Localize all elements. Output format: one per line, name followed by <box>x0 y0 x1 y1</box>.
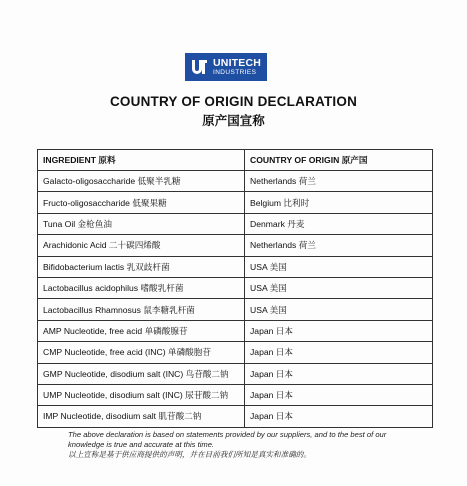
country-cell: Japan 日本 <box>245 363 433 384</box>
company-logo <box>185 53 267 81</box>
ingredient-cell: Fructo-oligosaccharide 低聚果糖 <box>38 192 245 213</box>
declaration-footer <box>68 430 408 460</box>
country-cell: Japan 日本 <box>245 406 433 427</box>
table-row <box>38 192 433 213</box>
ingredient-cell: Galacto-oligosaccharide 低聚半乳糖 <box>38 171 245 192</box>
ingredient-cell: IMP Nucleotide, disodium salt 肌苷酸二钠 <box>38 406 245 427</box>
country-cell: Japan 日本 <box>245 320 433 341</box>
table-row <box>38 235 433 256</box>
country-cell: Japan 日本 <box>245 384 433 405</box>
ingredient-cell: Lactobacillus Rhamnosus 鼠李糖乳杆菌 <box>38 299 245 320</box>
ingredient-cell: Tuna Oil 金枪鱼油 <box>38 213 245 234</box>
table-row <box>38 277 433 298</box>
country-cell: Netherlands 荷兰 <box>245 171 433 192</box>
table-row <box>38 406 433 427</box>
table-row <box>38 320 433 341</box>
ingredient-cell: GMP Nucleotide, disodium salt (INC) 鸟苷酸二钠 <box>38 363 245 384</box>
ingredient-cell: AMP Nucleotide, free acid 单磷酸腺苷 <box>38 320 245 341</box>
footer-text-english: The above declaration is based on statements provided by our suppliers, and to the best of our knowledge is true and accurate at this time. <box>68 430 387 449</box>
table-header-row <box>38 150 433 171</box>
page-title-chinese: 原产国宣称 <box>202 114 265 128</box>
country-cell: Denmark 丹麦 <box>245 213 433 234</box>
table-row <box>38 363 433 384</box>
footer-text-chinese: 以上宣称是基于供应商提供的声明，并在目前我们所知是真实和准确的。 <box>68 449 311 459</box>
table-row <box>38 213 433 234</box>
country-cell: USA 美国 <box>245 256 433 277</box>
header-ingredient: INGREDIENT 原料 <box>38 150 245 171</box>
country-cell: Netherlands 荷兰 <box>245 235 433 256</box>
unitech-logo-icon <box>189 57 209 77</box>
table-row <box>38 342 433 363</box>
logo-subtitle: INDUSTRIES <box>213 68 257 76</box>
origin-table <box>37 149 433 428</box>
table-row <box>38 256 433 277</box>
ingredient-cell: UMP Nucleotide, disodium salt (INC) 尿苷酸二钠 <box>38 384 245 405</box>
ingredient-cell: Arachidonic Acid 二十碳四烯酸 <box>38 235 245 256</box>
country-cell: USA 美国 <box>245 277 433 298</box>
ingredient-cell: CMP Nucleotide, free acid (INC) 单磷酸胞苷 <box>38 342 245 363</box>
page-title: COUNTRY OF ORIGIN DECLARATION <box>109 94 358 109</box>
table-row <box>38 171 433 192</box>
ingredient-cell: Bifidobacterium lactis 乳双歧杆菌 <box>38 256 245 277</box>
logo-name: UNITECH <box>213 57 262 69</box>
country-cell: USA 美国 <box>245 299 433 320</box>
country-cell: Japan 日本 <box>245 342 433 363</box>
table-row <box>38 384 433 405</box>
table-row <box>38 299 433 320</box>
country-cell: Belgium 比利时 <box>245 192 433 213</box>
header-country: COUNTRY OF ORIGIN 原产国 <box>245 150 433 171</box>
ingredient-cell: Lactobacillus acidophilus 嗜酸乳杆菌 <box>38 277 245 298</box>
